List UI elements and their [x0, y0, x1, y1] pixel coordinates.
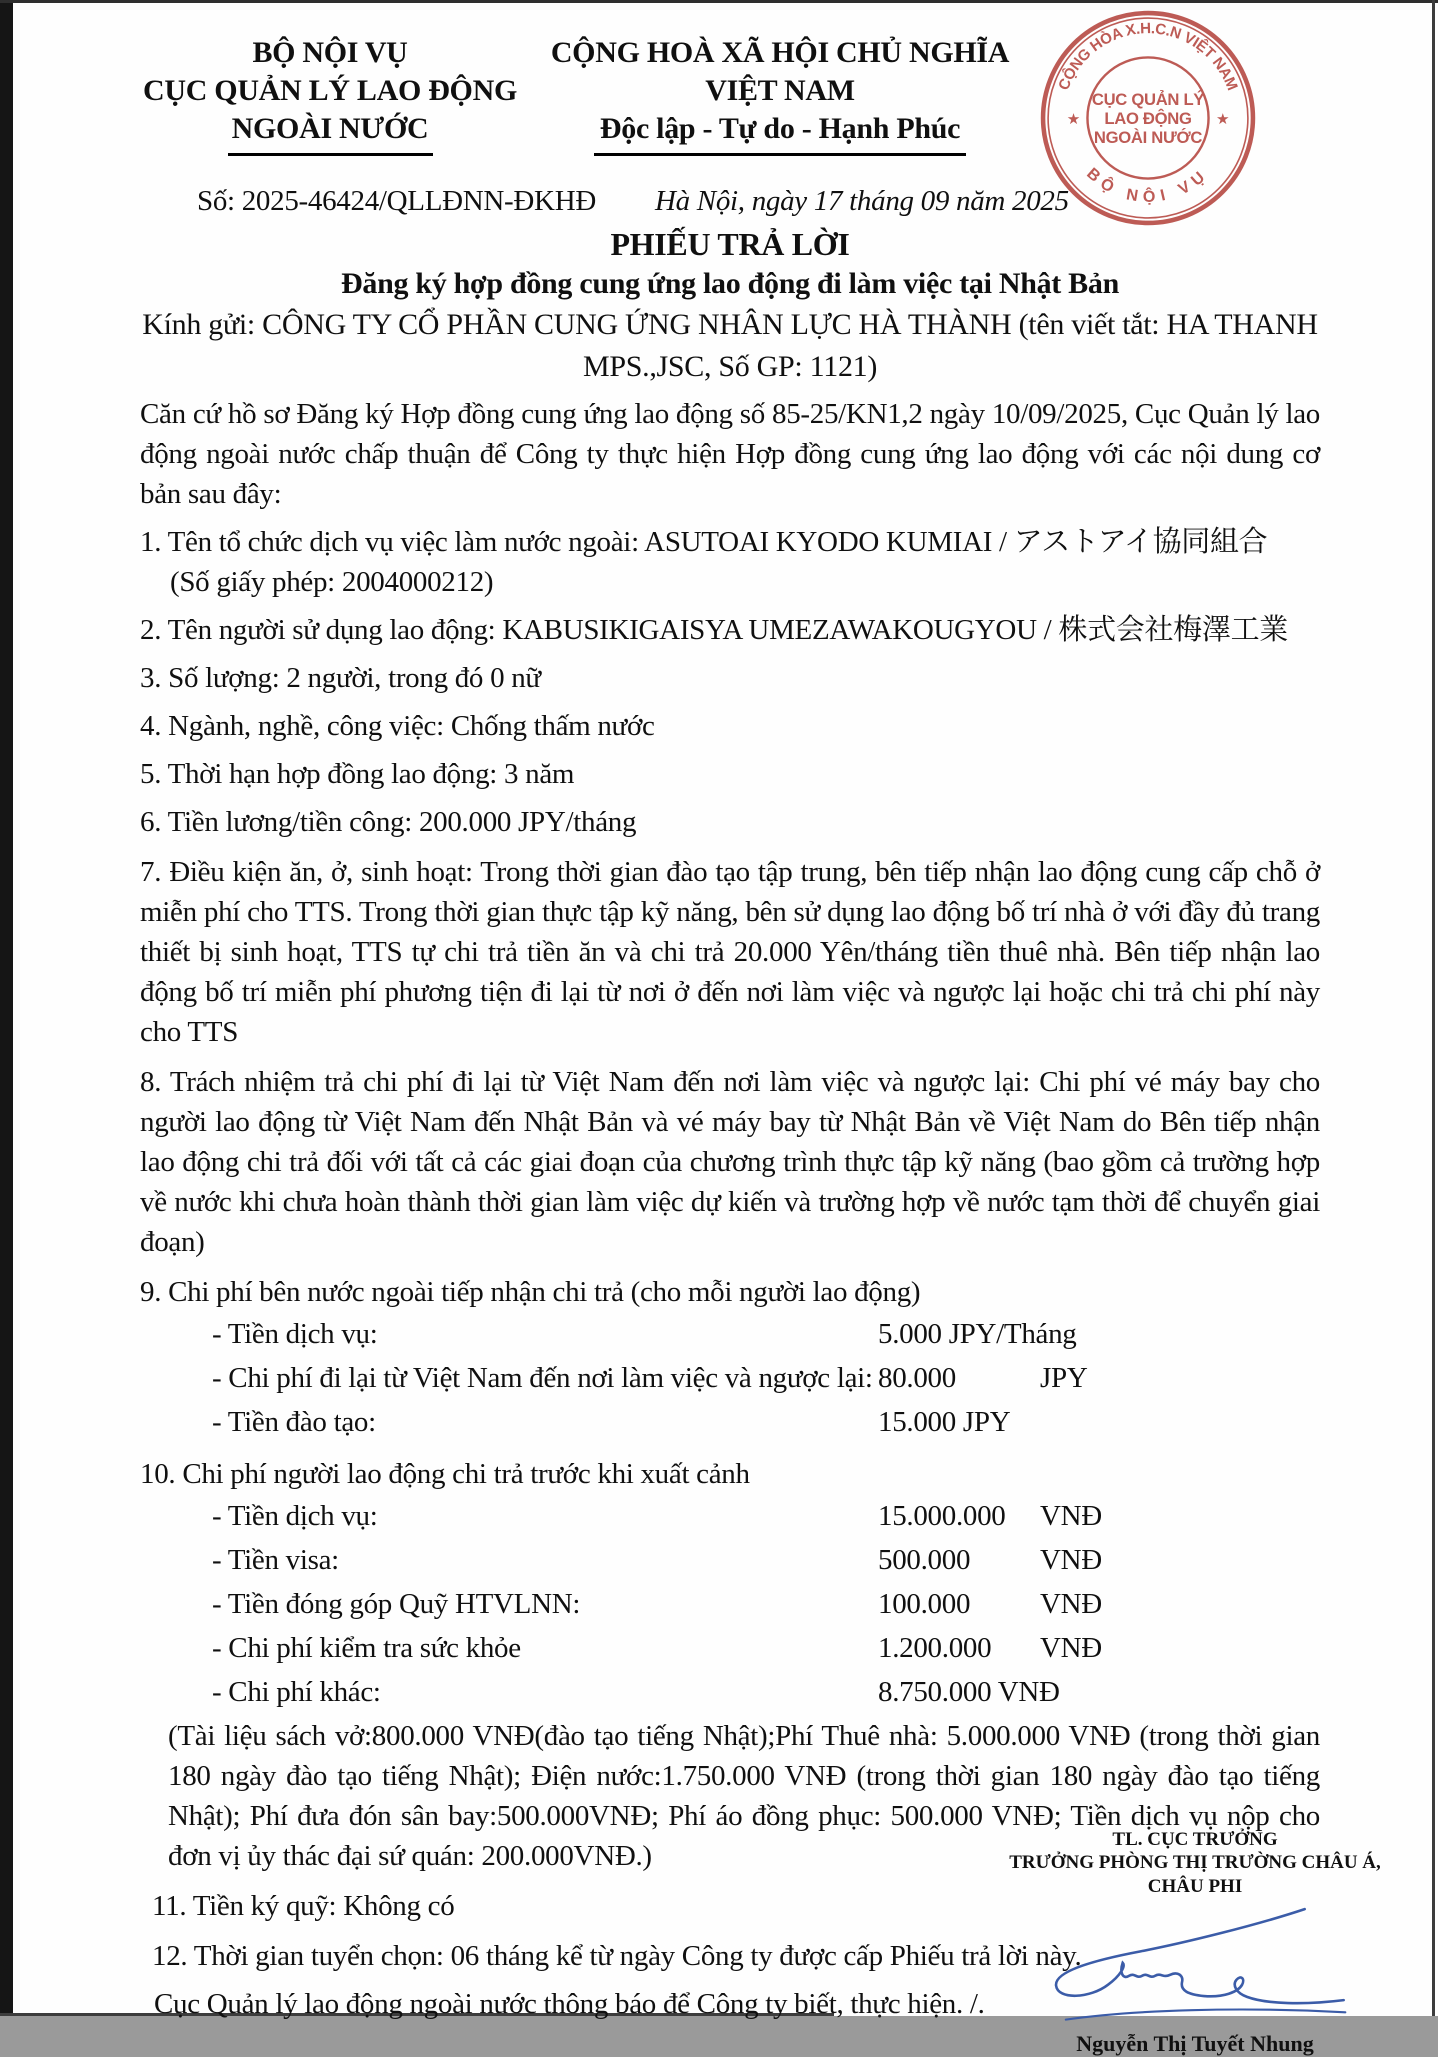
fee-row: [140, 1670, 1320, 1714]
list-item-1: [140, 522, 1320, 602]
item-9-heading: [140, 1272, 1320, 1312]
item-1-number: 1.: [140, 526, 162, 558]
item-6-body: Tiền lương/tiền công: 200.000 JPY/tháng: [167, 806, 637, 838]
item-6-number: 6.: [140, 806, 162, 838]
fee-row: [140, 1312, 1320, 1356]
fee-unit: JPY: [1040, 1362, 1088, 1394]
document-number: Số: 2025-46424/QLLĐNN-ĐKHĐ: [197, 185, 596, 217]
list-item-4: [140, 706, 1320, 746]
item-2-body: Tên người sử dụng lao động: KABUSIKIGAISYA UMEZAWAKOUGYOU / 株式会社梅澤工業: [167, 614, 1288, 646]
signature-block: [1000, 1828, 1390, 2057]
fee-label: - Tiền dịch vụ:: [212, 1500, 378, 1532]
fee-unit: VNĐ: [1040, 1544, 1102, 1576]
fee-row: [140, 1538, 1320, 1582]
fee-value: 5.000 JPY/Tháng: [878, 1318, 1077, 1350]
list-item-7: [140, 852, 1320, 1052]
department-name-line1: CỤC QUẢN LÝ LAO ĐỘNG: [142, 74, 517, 107]
list-item-8: [140, 1062, 1320, 1262]
item-11-body: Tiền ký quỹ: Không có: [192, 1890, 455, 1922]
signature-stroke: [1056, 1909, 1344, 2003]
recipient-line1: Kính gửi: CÔNG TY CỔ PHẦN CUNG ỨNG NHÂN LỰC HÀ THÀNH (tên viết tắt: HA THANH: [142, 308, 1318, 341]
seal-center-line2: LAO ĐỘNG: [1104, 109, 1192, 129]
national-motto-block: [520, 34, 1040, 156]
agency-underline: [228, 153, 433, 156]
fee-label: - Chi phí khác:: [212, 1676, 381, 1708]
item-8-number: 8.: [140, 1066, 162, 1098]
item-5-number: 5.: [140, 758, 162, 790]
item-10-number: 10.: [140, 1458, 176, 1490]
list-item-2: [140, 610, 1320, 650]
item-3-number: 3.: [140, 662, 162, 694]
fee-label: - Tiền visa:: [212, 1544, 339, 1576]
fee-value: 15.000 JPY: [878, 1406, 1011, 1438]
item-1-text: [140, 522, 1320, 562]
fee-row: [140, 1626, 1320, 1670]
issuing-agency-block: [140, 34, 520, 156]
fee-row: [140, 1494, 1320, 1538]
other-costs-note: (Tài liệu sách vở:800.000 VNĐ(đào tạo tiếng Nhật);Phí Thuê nhà: 5.000.000 VNĐ (trong thời gian 180 ngày đào tạo tiếng Nhật); Điện nước:1.750.000 VNĐ (trong thời gian 180 ngày đào tạo tiếng Nhật); Phí đưa đón sân bay:500.000VNĐ; Phí áo đồng phục: 500.000 VNĐ; Tiền dịch vụ nộp cho đơn vị ủy thác đại sứ quán: 200.000VNĐ.): [168, 1720, 1320, 1872]
item-list: [140, 522, 1320, 2024]
fee-value: 8.750.000 VNĐ: [878, 1676, 1060, 1708]
item-2-number: 2.: [140, 614, 162, 646]
letterhead: [140, 34, 1320, 156]
fee-row: [140, 1356, 1320, 1400]
seal-center-line1: CỤC QUẢN LÝ: [1091, 89, 1205, 109]
list-item-10: [140, 1454, 1320, 1876]
closing-line: Cục Quản lý lao động ngoài nước thông báo để Công ty biết, thực hiện. /.: [154, 1988, 985, 2020]
item-7-body: Điều kiện ăn, ở, sinh hoạt: Trong thời gian đào tạo tập trung, bên tiếp nhận lao động cung cấp chỗ ở miễn phí cho TTS. Trong thời gian thực tập kỹ năng, bên sử dụng lao động bố trí nhà ở với đầy đủ trang thiết bị sinh hoạt, TTS tự chi trả tiền ăn và chi trả 20.000 Yên/tháng tiền thuê nhà. Bên tiếp nhận lao động bố trí miễn phí phương tiện đi lại từ nơi ở đến nơi làm việc và ngược lại hoặc chi trả chi phí này cho TTS: [140, 856, 1320, 1048]
item-12-body: Thời gian tuyển chọn: 06 tháng kể từ ngày Công ty được cấp Phiếu trả lời này.: [193, 1940, 1082, 1972]
fee-unit: VNĐ: [1040, 1500, 1102, 1532]
item-4-body: Ngành, nghề, công việc: Chống thấm nước: [168, 710, 655, 742]
fee-label: - Tiền đào tạo:: [212, 1406, 376, 1438]
fee-label: - Chi phí đi lại từ Việt Nam đến nơi làm việc và ngược lại:: [212, 1362, 873, 1394]
item-3-body: Số lượng: 2 người, trong đó 0 nữ: [168, 662, 541, 694]
list-item-5: [140, 754, 1320, 794]
ministry-name: BỘ NỘI VỤ: [252, 36, 408, 69]
signer-position: TRƯỞNG PHÒNG THỊ TRƯỜNG CHÂU Á, CHÂU PHI: [1009, 1852, 1381, 1897]
seal-star-left: ★: [1066, 111, 1080, 129]
intro-paragraph: Căn cứ hồ sơ Đăng ký Hợp đồng cung ứng lao động số 85-25/KN1,2 ngày 10/09/2025, Cục Quản lý lao động ngoài nước chấp thuận để Công ty thực hiện Hợp đồng cung ứng lao động với các nội dung cơ bản sau đây:: [140, 398, 1320, 510]
item-1-license: (Số giấy phép: 2004000212): [170, 566, 494, 598]
item-12-number: 12.: [152, 1940, 188, 1972]
item-4-number: 4.: [140, 710, 162, 742]
recipient-block: [140, 304, 1320, 388]
signature-underline-stroke: [1066, 2010, 1346, 2020]
seal-arc-bottom-text: BỘ NỘI VỤ: [1083, 164, 1213, 207]
list-item-3: [140, 658, 1320, 698]
fee-row: [140, 1582, 1320, 1626]
fee-value: 1.200.000: [878, 1632, 992, 1664]
handwritten-signature: [1000, 1901, 1390, 2031]
item-9-body: Chi phí bên nước ngoài tiếp nhận chi trả (cho mỗi người lao động): [168, 1276, 921, 1308]
fee-value: 15.000.000: [878, 1500, 1006, 1532]
fee-unit: VNĐ: [1040, 1632, 1102, 1664]
item-10-body: Chi phí người lao động chi trả trước khi xuất cảnh: [182, 1458, 750, 1490]
fee-value: 80.000: [878, 1362, 956, 1394]
fee-row: [140, 1400, 1320, 1444]
signer-authority: TL. CỤC TRƯỞNG: [1112, 1829, 1278, 1850]
fee-unit: VNĐ: [1040, 1588, 1102, 1620]
department-name-line2: NGOÀI NƯỚC: [231, 112, 429, 145]
place-and-date: Hà Nội, ngày 17 tháng 09 năm 2025: [655, 185, 1069, 217]
list-item-6: [140, 802, 1320, 842]
motto-underline: [594, 153, 966, 156]
item-1-body: Tên tổ chức dịch vụ việc làm nước ngoài: ASUTOAI KYODO KUMIAI / アストアイ協同組合: [167, 526, 1268, 558]
national-motto: Độc lập - Tự do - Hạnh Phúc: [599, 112, 961, 145]
item-5-body: Thời hạn hợp đồng lao động: 3 năm: [167, 758, 575, 790]
item-10-heading: [140, 1454, 1320, 1494]
item-8-body: Trách nhiệm trả chi phí đi lại từ Việt Nam đến nơi làm việc và ngược lại: Chi phí vé máy bay cho người lao động từ Việt Nam đến Nhật Bản và vé máy bay từ Nhật Bản về Việt Nam do Bên tiếp nhận lao động chi trả đối với tất cả các giai đoạn của chương trình thực tập kỹ năng (bao gồm cả trường hợp về nước khi chưa hoàn thành thời gian làm việc dự kiến và trường hợp về nước tạm thời để chuyển giai đoạn): [140, 1066, 1320, 1258]
national-title: CỘNG HOÀ XÃ HỘI CHỦ NGHĨA VIỆT NAM: [550, 36, 1010, 107]
fee-value: 100.000: [878, 1588, 971, 1620]
item-7-number: 7.: [140, 856, 162, 888]
document-subtitle: Đăng ký hợp đồng cung ứng lao động đi làm việc tại Nhật Bản: [341, 267, 1119, 300]
fee-label: - Tiền dịch vụ:: [212, 1318, 378, 1350]
document-meta: [140, 182, 1320, 222]
recipient-line2: MPS.,JSC, Số GP: 1121): [582, 350, 878, 383]
seal-center-line3: NGOÀI NƯỚC: [1093, 128, 1203, 148]
fee-label: - Chi phí kiểm tra sức khỏe: [212, 1632, 521, 1664]
item-9-number: 9.: [140, 1276, 162, 1308]
list-item-9: [140, 1272, 1320, 1444]
title-block: [140, 224, 1320, 304]
fee-label: - Tiền đóng góp Quỹ HTVLNN:: [212, 1588, 581, 1620]
document-title: PHIẾU TRẢ LỜI: [610, 226, 850, 262]
seal-arc-top-text: CỘNG HÒA X.H.C.N VIỆT NAM: [1055, 20, 1241, 93]
item-11-number: 11.: [152, 1890, 187, 1922]
signer-name: Nguyễn Thị Tuyết Nhung: [1076, 2031, 1314, 2056]
seal-star-right: ★: [1216, 111, 1230, 129]
fee-value: 500.000: [878, 1544, 971, 1576]
